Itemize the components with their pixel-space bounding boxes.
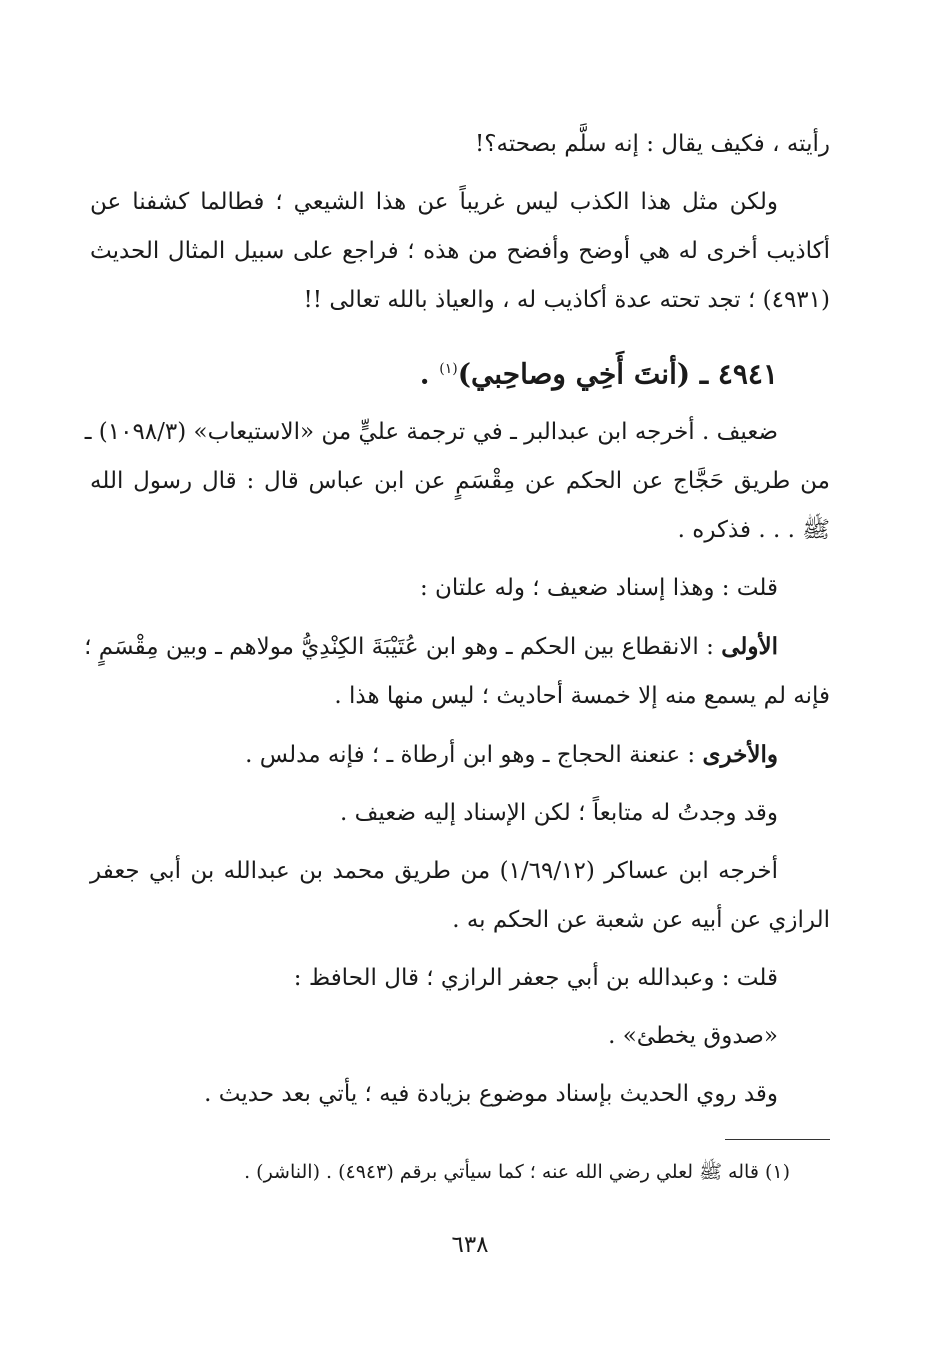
text-line: (٤٩٣١) ؛ تجد تحته عدة أكاذيب له ، والعياذ بالله تعالى !! <box>303 287 830 313</box>
text-line: وقد روي الحديث بإسناد موضوع بزيادة فيه ؛ يأتي بعد حديث . <box>204 1081 778 1108</box>
hadith-end: . <box>419 357 430 391</box>
label-second: والأخرى <box>702 741 778 769</box>
text-line: «صدوق يخطئ» . <box>608 1023 778 1050</box>
text-line: فإنه لم يسمع منه إلا خمسة أحاديث ؛ ليس منها هذا . <box>334 683 830 710</box>
text-line: وقد وجدتُ له متابعاً ؛ لكن الإسناد إليه ضعيف . <box>340 800 778 827</box>
hadith-text: (أنتَ أَخِي وصاحِبي) <box>457 357 691 391</box>
footnote: (١) قاله ﷺ لعلي رضي الله عنه ؛ كما سيأتي برقم (٤٩٤٣) . (الناشر) . <box>244 1161 790 1184</box>
paragraph <box>90 847 830 945</box>
text-line: الرازي عن أبيه عن شعبة عن الحكم به . <box>452 907 830 934</box>
hadith-heading <box>90 339 830 404</box>
page-number: ٦٣٨ <box>451 1232 489 1258</box>
text-line: من طريق حَجَّاج عن الحكم عن مِقْسَمٍ عن ابن عباس قال : قال رسول الله <box>90 468 830 495</box>
text-line: أخرجه ابن عساكر (١/٦٩/١٢) من طريق محمد بن عبدالله بن أبي جعفر <box>90 858 778 885</box>
text-line: ﷺ . . . فذكره . <box>677 517 830 544</box>
paragraph <box>90 178 830 325</box>
text-line: قلت : وعبدالله بن أبي جعفر الرازي ؛ قال الحافظ : <box>293 965 778 992</box>
text-span: : الانقطاع بين الحكم ـ وهو ابن عُتَيْبَةَ الكِنْدِيُّ مولاهم ـ وبين مِقْسَمٍ ؛ <box>84 634 714 661</box>
paragraph <box>84 622 830 721</box>
text-line: ضعيف . أخرجه ابن عبدالبر ـ في ترجمة عليٍّ من «الاستيعاب» (١٠٩٨/٣) ـ <box>84 419 778 446</box>
paragraph <box>84 408 830 555</box>
text-line: أكاذيب أخرى له هي أوضح وأفضح من هذه ؛ فراجع على سبيل المثال الحديث <box>90 238 830 264</box>
text-line <box>90 730 830 780</box>
page-body <box>84 120 830 1192</box>
text-line: رأيته ، فكيف يقال : إنه سلَّم بصحته؟! <box>475 131 830 157</box>
hadith-number: ٤٩٤١ ـ <box>699 357 778 391</box>
text-line: ولكن مثل هذا الكذب ليس غريباً عن هذا الشيعي ؛ فطالما كشفنا عن <box>90 189 778 215</box>
text-line <box>84 622 830 672</box>
text-span: : عنعنة الحجاج ـ وهو ابن أرطاة ـ ؛ فإنه مدلس . <box>245 742 696 769</box>
text-line: قلت : وهذا إسناد ضعيف ؛ وله علتان : <box>419 575 778 602</box>
label-first: الأولى <box>721 633 778 661</box>
footnote-ref[interactable]: (١) <box>439 361 458 377</box>
footnote-divider <box>725 1139 830 1140</box>
